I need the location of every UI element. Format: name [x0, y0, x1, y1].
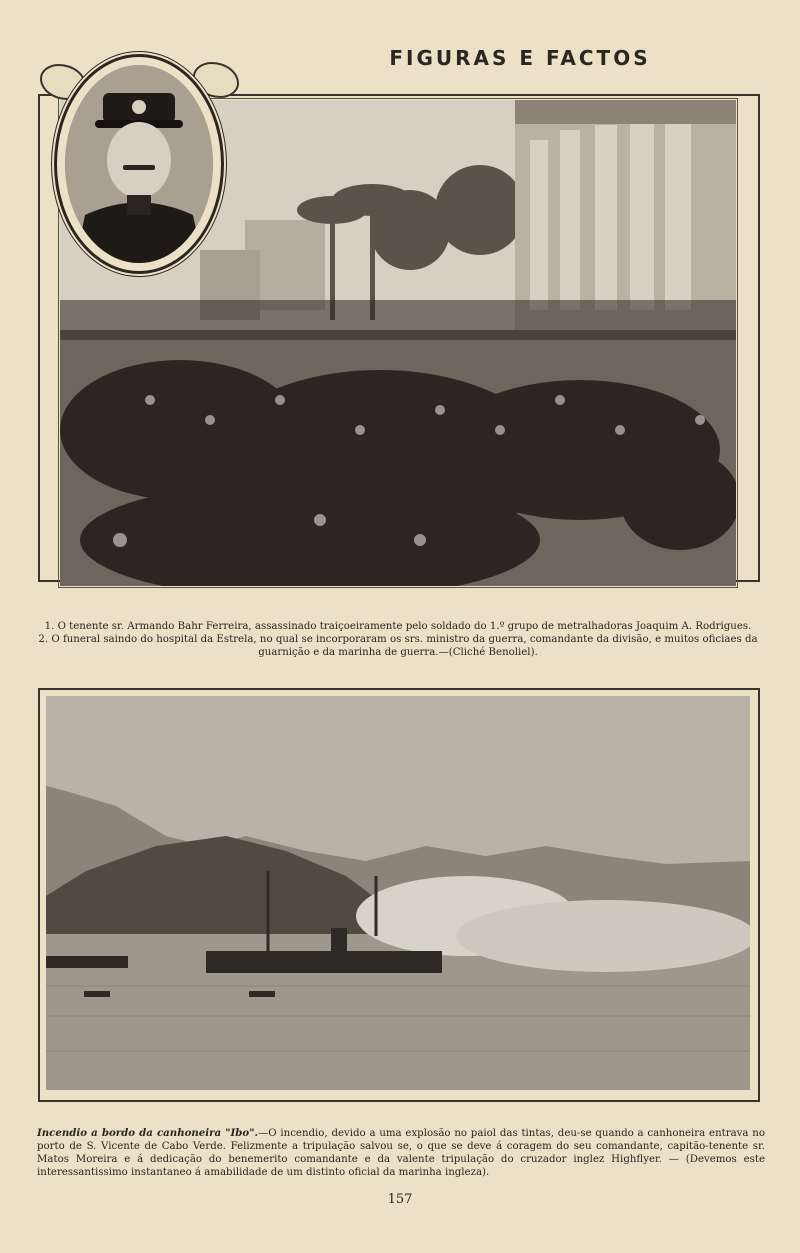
gunboat-caption-title: Incendio a bordo da canhoneira "Ibo". — [37, 1127, 259, 1139]
page-header-title: FIGURAS E FACTOS — [389, 46, 651, 70]
officer-portrait-frame — [54, 54, 224, 274]
funeral-caption — [34, 620, 762, 659]
funeral-caption-line-1: 1. O tenente sr. Armando Bahr Ferreira, assassinado traiçoeiramente pelo soldado do 1.º grupo de metralhadoras Joaquim A. Rodrigues. — [44, 621, 752, 632]
officer-portrait-photo — [65, 65, 213, 263]
gunboat-fire-photo — [46, 696, 750, 1090]
officer-portrait-illustration — [65, 65, 213, 263]
gunboat-caption-body: —O incendio, devido a uma explosão no paiol das tintas, deu-se quando a canhoneira entrava no porto de S. Vicente de Cabo Verde. Felizmente a tripulação salvou se, o que se deve á coragem do seu comandante, capitão-tenente sr. Matos Moreira e á dedicação do benemerito comandante e da valente tripulação do cruzador inglez Highflyer. — (Devemos este interessantissimo instantaneo á amabilidade de um distinto oficial da marinha ingleza). — [37, 1128, 765, 1178]
page-number: 157 — [387, 1192, 413, 1207]
funeral-caption-line-2: 2. O funeral saindo do hospital da Estrela, no qual se incorporaram os srs. ministro da guerra, comandante da divisão, e muitos oficiaes da guarnição e da marinha de guerra.—(Cliché Benoliel). — [38, 634, 758, 658]
gunboat-fire-illustration — [46, 696, 750, 1090]
gunboat-caption — [37, 1127, 765, 1179]
